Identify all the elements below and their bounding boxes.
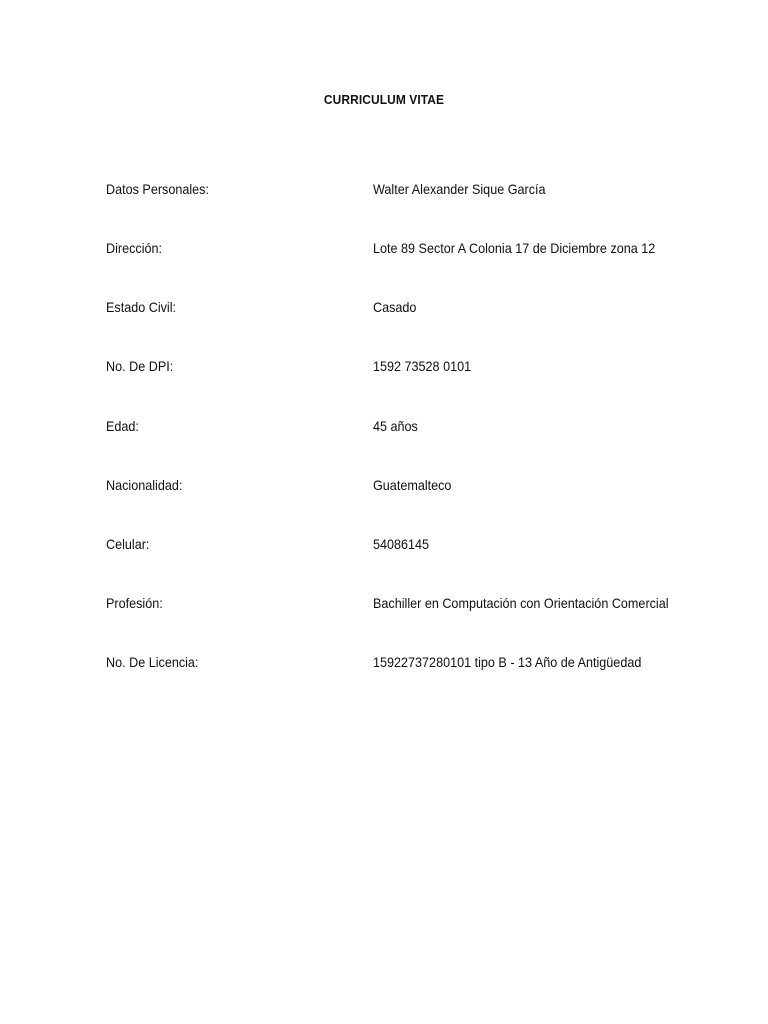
field-label: Datos Personales:	[106, 181, 209, 197]
field-row-nacionalidad	[106, 477, 726, 497]
field-value: 1592 73528 0101	[373, 358, 472, 374]
field-row-celular	[106, 536, 726, 556]
field-label: Estado Civil:	[106, 299, 177, 315]
field-value: Guatemalteco	[373, 477, 452, 493]
field-label: Profesión:	[106, 595, 163, 611]
field-value: 54086145	[373, 536, 430, 552]
field-label: No. De Licencia:	[106, 654, 199, 670]
field-value: Walter Alexander Sique García	[373, 181, 546, 197]
field-row-estado-civil	[106, 299, 726, 319]
field-row-edad	[106, 418, 726, 438]
field-value: Casado	[373, 299, 417, 315]
field-value: 15922737280101 tipo B - 13 Año de Antigüedad	[373, 654, 642, 670]
field-label: Nacionalidad:	[106, 477, 183, 493]
field-row-direccion	[106, 240, 726, 260]
field-label: Celular:	[106, 536, 150, 552]
field-row-dpi	[106, 358, 726, 378]
field-value: Lote 89 Sector A Colonia 17 de Diciembre zona 12	[373, 240, 656, 256]
field-row-datos-personales	[106, 181, 726, 201]
field-value: Bachiller en Computación con Orientación Comercial	[373, 595, 669, 611]
field-value: 45 años	[373, 418, 418, 434]
field-label: No. De DPI:	[106, 358, 174, 374]
document-title: CURRICULUM VITAE	[323, 92, 445, 107]
field-label: Edad:	[106, 418, 139, 434]
field-label: Dirección:	[106, 240, 163, 256]
field-row-licencia	[106, 654, 726, 674]
field-row-profesion	[106, 595, 726, 615]
